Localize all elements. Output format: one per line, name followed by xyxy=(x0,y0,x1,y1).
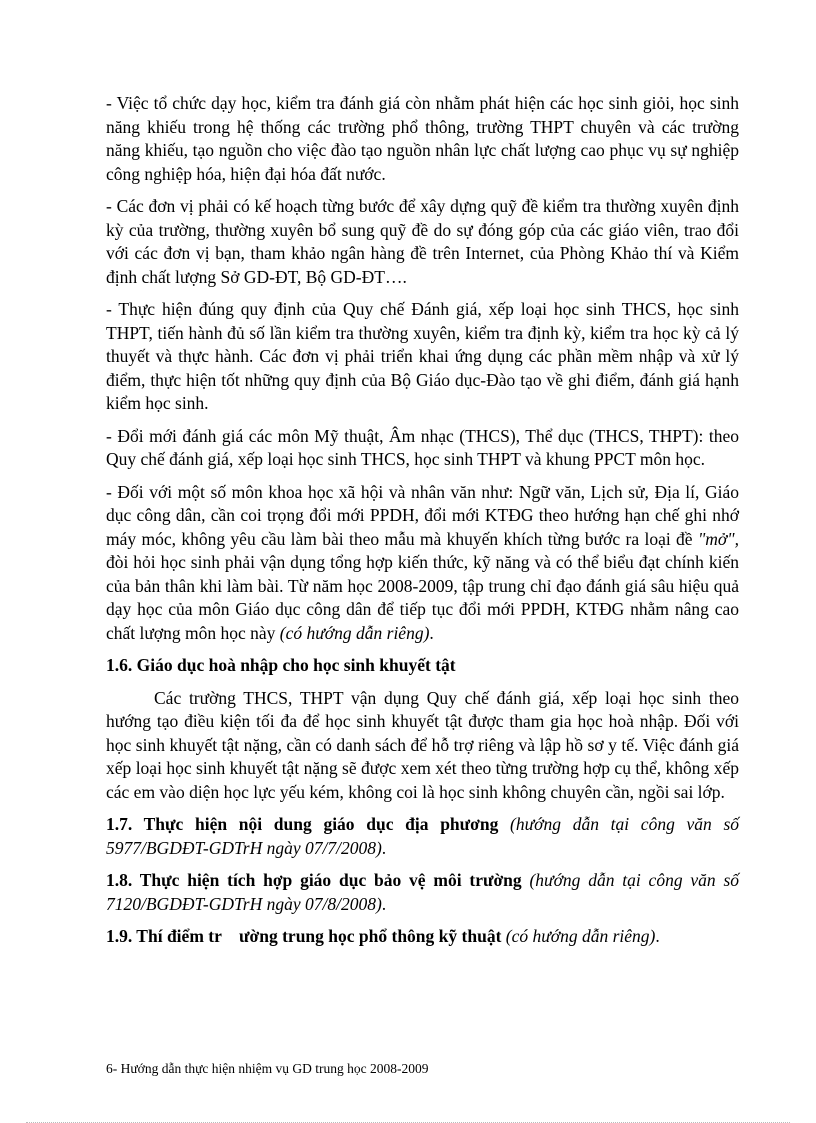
section-1-9-end: . xyxy=(655,926,660,946)
section-1-8 xyxy=(106,869,739,916)
social-sciences-italic-mo: "mở", xyxy=(697,528,739,549)
section-1-7-note: (hướng dẫn tại công văn số 5977/BGDĐT-GDTrH ngày 07/7/2008) xyxy=(106,814,740,858)
social-sciences-end: . xyxy=(429,622,434,643)
paragraph-inclusive-education: Các trường THCS, THPT vận dụng Quy chế đánh giá, xếp loại học sinh theo hướng tạo điều kiện tối đa để học sinh khuyết tật được tham gia học hoà nhập. Đối với học sinh khuyết tật nặng, cần có danh sách để hỗ trợ riêng và lập hồ sơ y tế. Việc đánh giá xếp loại học sinh khuyết tật nặng sẽ được xem xét theo từng trường hợp cụ thể, không xếp các em vào diện học lực yếu kém, không coi là học sinh không chuyên cần, ngồi sai lớp. xyxy=(106,687,739,802)
document-body xyxy=(106,92,739,958)
social-sciences-text-1: - Đối với một số môn khoa học xã hội và nhân văn như: Ngữ văn, Lịch sử, Địa lí, Giáo dục công dân, cần coi trọng đổi mới PPDH, đổi mới KTĐG theo hướng hạn chế ghi nhớ máy móc, không yêu cầu làm bài theo mẫu mà khuyến khích từng bước ra loại đề xyxy=(106,481,739,549)
section-1-7-end: . xyxy=(381,837,387,858)
section-1-9 xyxy=(106,925,739,949)
section-1-8-note: (hướng dẫn tại công văn số 7120/BGDĐT-GDTrH ngày 07/8/2008) xyxy=(106,870,740,914)
social-sciences-text-2: đòi hỏi học sinh phải vận dụng tổng hợp kiến thức, kỹ năng và có thể biểu đạt chính kiến của bản thân khi làm bài. Từ năm học 2008-2009, tập trung chỉ đạo đánh giá sâu hiệu quả dạy học của môn Giáo dục công dân để tiếp tục đổi mới PPDH, KTĐG nhằm nâng cao chất lượng môn học này xyxy=(106,552,739,643)
section-1-7 xyxy=(106,813,739,860)
paragraph-assessment-rules: - Thực hiện đúng quy định của Quy chế Đánh giá, xếp loại học sinh THCS, học sinh THPT, tiến hành đủ số lần kiểm tra thường xuyên, kiểm tra định kỳ, kiểm tra học kỳ cả lý thuyết và thực hành. Các đơn vị phải triển khai ứng dụng các phần mềm nhập và xử lý điểm, thực hiện tốt những quy định của Bộ Giáo dục-Đào tạo về ghi điểm, đánh giá hạnh kiểm học sinh. xyxy=(106,299,739,413)
heading-1-7: 1.7. Thực hiện nội dung giáo dục địa phương xyxy=(106,814,499,834)
paragraph-gifted-students: - Việc tổ chức dạy học, kiểm tra đánh giá còn nhằm phát hiện các học sinh giỏi, học sinh năng khiếu trong hệ thống các trường phổ thông, trường THPT chuyên và các trường năng khiếu, tạo nguồn cho việc đào tạo nguồn nhân lực chất lượng cao phục vụ sự nghiệp công nghiệp hóa, hiện đại hóa đất nước. xyxy=(106,93,739,184)
heading-1-6: 1.6. Giáo dục hoà nhập cho học sinh khuyết tật xyxy=(106,655,456,675)
page-footer: 6- Hướng dẫn thực hiện nhiệm vụ GD trung học 2008-2009 xyxy=(106,1061,429,1076)
heading-1-8: 1.8. Thực hiện tích hợp giáo dục bảo vệ môi trường xyxy=(106,870,522,890)
section-1-9-note: (có hướng dẫn riêng) xyxy=(505,926,656,946)
paragraph-arts-pe: - Đổi mới đánh giá các môn Mỹ thuật, Âm nhạc (THCS), Thể dục (THCS, THPT): theo Quy chế đánh giá, xếp loại học sinh THCS, học sinh THPT và khung PPCT môn học. xyxy=(106,425,739,469)
social-sciences-italic-note: (có hướng dẫn riêng) xyxy=(279,622,430,643)
heading-1-9: 1.9. Thí điểm tr ường trung học phổ thông kỹ thuật xyxy=(106,926,502,946)
paragraph-social-sciences xyxy=(106,481,739,646)
section-1-8-end: . xyxy=(381,893,387,914)
paragraph-test-bank: - Các đơn vị phải có kế hoạch từng bước để xây dựng quỹ đề kiểm tra thường xuyên định kỳ của trường, thường xuyên bổ sung quỹ đề do sự đóng góp của các giáo viên, trao đổi với các đơn vị bạn, tham khảo ngân hàng đề trên Internet, của Phòng Khảo thí và Kiểm định chất lượng Sở GD-ĐT, Bộ GD-ĐT…. xyxy=(106,196,739,287)
